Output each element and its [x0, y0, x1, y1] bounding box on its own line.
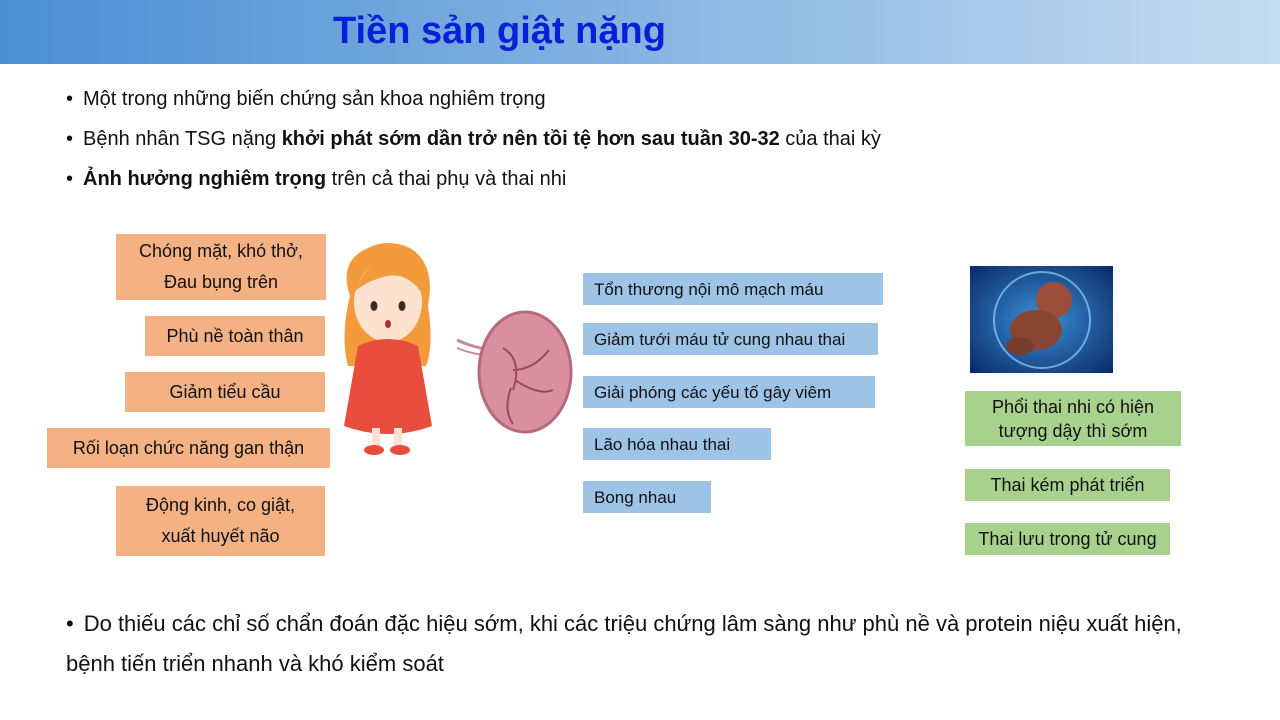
placental-effect-inflammation: Giải phóng các yếu tố gây viêm — [583, 376, 875, 408]
maternal-effect-thrombocytopenia: Giảm tiểu cầu — [125, 372, 325, 412]
placental-effect-endothelial: Tổn thương nội mô mạch máu — [583, 273, 883, 305]
bullet-2: • Bệnh nhân TSG nặng khởi phát sớm dần trở nên tồi tệ hơn sau tuần 30-32 của thai kỳ — [66, 128, 881, 150]
fetus-image — [970, 266, 1113, 373]
maternal-effect-seizure: Động kinh, co giật, xuất huyết não — [116, 486, 325, 556]
maternal-effect-edema: Phù nề toàn thân — [145, 316, 325, 356]
fetal-effect-growth-restriction: Thai kém phát triển — [965, 469, 1170, 501]
pregnant-woman-illustration — [328, 236, 446, 458]
bottom-bullet: • Do thiếu các chỉ số chẩn đoán đặc hiệu sớm, khi các triệu chứng lâm sàng như phù nề và protein niệu xuất hiện, bệnh tiến triển nhanh và khó kiểm soát — [66, 611, 1182, 676]
maternal-effect-liver-kidney: Rối loạn chức năng gan thận — [47, 428, 330, 468]
placental-effect-abruption: Bong nhau — [583, 481, 711, 513]
bullet-1: • Một trong những biến chứng sản khoa nghiêm trọng — [66, 88, 546, 110]
fetal-effect-stillbirth: Thai lưu trong tử cung — [965, 523, 1170, 555]
placental-effect-perfusion: Giảm tưới máu tử cung nhau thai — [583, 323, 878, 355]
placenta-illustration — [453, 300, 573, 442]
maternal-effect-dizziness: Chóng mặt, khó thở, Đau bụng trên — [116, 234, 326, 300]
page-title: Tiền sản giật nặng — [333, 10, 666, 52]
placental-effect-aging: Lão hóa nhau thai — [583, 428, 771, 460]
fetal-effect-lung-maturation: Phổi thai nhi có hiện tượng dậy thì sớm — [965, 391, 1181, 446]
bullet-3: • Ảnh hưởng nghiêm trọng trên cả thai phụ và thai nhi — [66, 168, 567, 190]
